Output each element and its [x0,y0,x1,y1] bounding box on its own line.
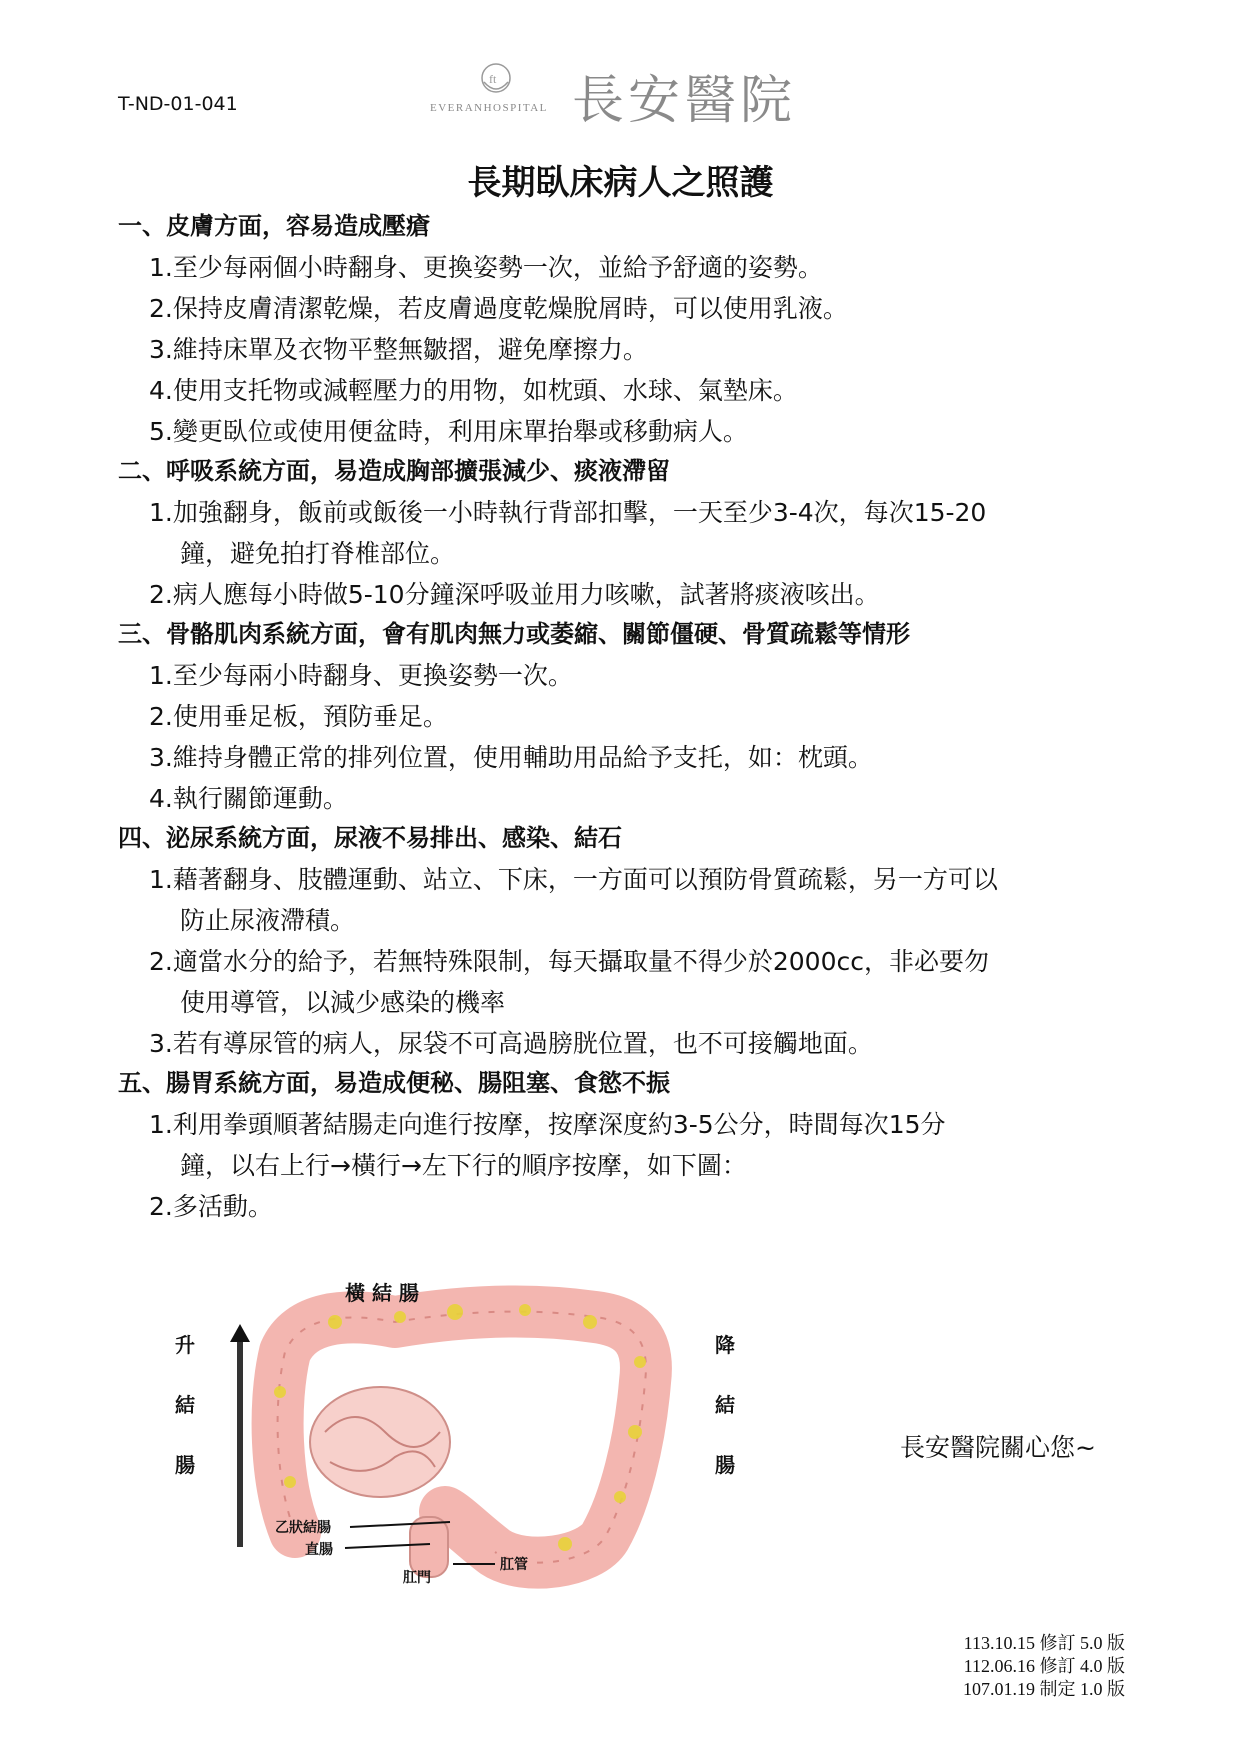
sigmoid-colon-label: 乙狀結腸 [275,1520,331,1536]
list-item: 3.維持床單及衣物平整無皺摺，避免摩擦力。 [149,335,648,364]
section-heading-musculoskeletal: 三、骨骼肌肉系統方面，會有肌肉無力或萎縮、關節僵硬、骨質疏鬆等情形 [118,620,910,648]
list-item: 5.變更臥位或使用便盆時，利用床單抬舉或移動病人。 [149,417,748,446]
rectum-shape [410,1517,448,1577]
anus-label: 肛門 [403,1570,431,1586]
closing-message: 長安醫院關心您~ [900,1433,1096,1462]
list-item: 3.若有導尿管的病人，尿袋不可高過膀胱位置，也不可接觸地面。 [149,1029,873,1058]
svg-text:ft: ft [489,72,497,86]
list-item: 1.至少每兩個小時翻身、更換姿勢一次，並給予舒適的姿勢。 [149,253,823,282]
document-code: T-ND-01-041 [118,93,238,115]
hospital-logo [430,58,830,131]
descending-label-3: 腸 [715,1453,735,1477]
descending-label-1: 降 [715,1333,735,1357]
colon-massage-diagram [175,1281,755,1586]
list-item: 2.保持皮膚清潔乾燥，若皮膚過度乾燥脫屑時，可以使用乳液。 [149,294,848,323]
hospital-emblem-icon [478,60,514,98]
ascending-label-3: 腸 [175,1453,195,1477]
list-item: 1.至少每兩小時翻身、更換姿勢一次。 [149,661,573,690]
list-item: 2.適當水分的給予，若無特殊限制，每天攝取量不得少於2000cc，非必要勿 [149,947,989,976]
list-item: 2.病人應每小時做5-10分鐘深呼吸並用力咳嗽，試著將痰液咳出。 [149,580,880,609]
list-item: 4.執行關節運動。 [149,784,348,813]
anal-canal-label: 肛管 [500,1557,528,1573]
section-heading-skin: 一、皮膚方面，容易造成壓瘡 [118,212,430,240]
care-instructions [118,207,1128,1227]
rectum-label: 直腸 [305,1542,333,1558]
list-item-continuation: 鐘，避免拍打脊椎部位。 [180,539,456,568]
logo-chinese-name: 長安醫院 [572,71,797,131]
ascending-label-2: 結 [175,1393,195,1417]
descending-label-2: 結 [715,1393,735,1417]
list-item: 2.多活動。 [149,1192,273,1221]
list-item: 2.使用垂足板，預防垂足。 [149,702,448,731]
list-item-continuation: 防止尿液滯積。 [180,906,356,935]
list-item: 1.利用拳頭順著結腸走向進行按摩，按摩深度約3-5公分，時間每次15分 [149,1110,946,1139]
section-heading-respiratory: 二、呼吸系統方面，易造成胸部擴張減少、痰液滯留 [118,457,670,485]
revision-line: 112.06.16 修訂 4.0 版 [963,1656,1125,1676]
page-title: 長期臥床病人之照護 [467,163,774,203]
list-item: 1.加強翻身，飯前或飯後一小時執行背部扣擊，一天至少3-4次，每次15-20 [149,498,987,527]
ascending-label-1: 升 [175,1333,195,1357]
logo-english-name: EVERANHOSPITAL [430,102,548,114]
transverse-colon-label: 橫 結 腸 [345,1281,419,1305]
list-item-continuation: 使用導管，以減少感染的機率 [180,988,506,1017]
section-heading-urinary: 四、泌尿系統方面，尿液不易排出、感染、結石 [118,824,622,852]
list-item: 1.藉著翻身、肢體運動、站立、下床，一方面可以預防骨質疏鬆，另一方可以 [149,865,998,894]
list-item: 3.維持身體正常的排列位置，使用輔助用品給予支托，如：枕頭。 [149,743,873,772]
revision-line: 107.01.19 制定 1.0 版 [963,1679,1125,1699]
section-heading-gastrointestinal: 五、腸胃系統方面，易造成便秘、腸阻塞、食慾不振 [118,1069,670,1097]
list-item: 4.使用支托物或減輕壓力的用物，如枕頭、水球、氣墊床。 [149,376,798,405]
list-item-continuation: 鐘，以右上行→橫行→左下行的順序按摩，如下圖： [180,1151,747,1180]
revision-line: 113.10.15 修訂 5.0 版 [963,1633,1125,1653]
